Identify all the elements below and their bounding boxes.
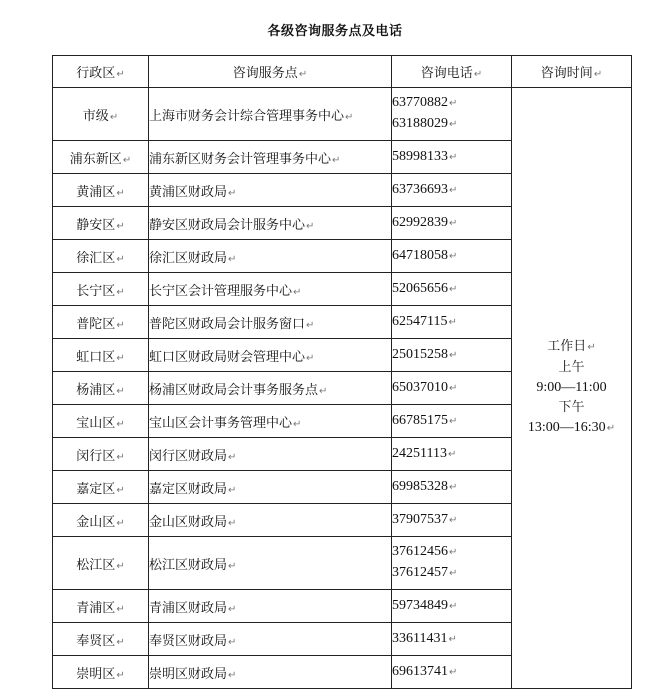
service-point-name: 浦东新区财务会计管理事务中心: [149, 151, 332, 167]
district-name: 黄浦区: [76, 184, 116, 200]
district-cell: 奉贤区↵: [53, 623, 149, 656]
phone-number: 63736693↵: [392, 181, 458, 197]
service-point-cell: 杨浦区财政局会计事务服务点↵: [149, 372, 392, 405]
phone-number: 58998133↵: [392, 148, 458, 164]
document-title: 各级咨询服务点及电话: [267, 24, 403, 39]
phone-number: 65037010↵: [392, 379, 458, 395]
district-name: 金山区: [76, 514, 116, 530]
district-cell: 宝山区↵: [53, 405, 149, 438]
phone-cell: [392, 240, 512, 273]
district-cell: 崇明区↵: [53, 656, 149, 689]
service-point-cell: 闵行区财政局↵: [149, 438, 392, 471]
phone-number: 24251113↵: [392, 445, 457, 461]
service-point-name: 金山区财政局: [149, 514, 228, 530]
district-name: 市级: [82, 108, 109, 124]
phone-cell: [392, 174, 512, 207]
header-service-point: 咨询服务点↵: [149, 56, 392, 88]
service-point-name: 松江区财政局: [149, 557, 228, 573]
district-name: 闵行区: [76, 448, 116, 464]
phone-number: 64718058↵: [392, 247, 458, 263]
header-phone: 咨询电话↵: [392, 56, 512, 88]
phone-cell: [392, 438, 512, 471]
phone-cell: [392, 405, 512, 438]
phone-cell: [392, 504, 512, 537]
phone-number: 66785175↵: [392, 412, 458, 428]
district-name: 宝山区: [76, 415, 116, 431]
service-point-cell: 奉贤区财政局↵: [149, 623, 392, 656]
hours-workday: 工作日: [547, 339, 587, 354]
service-point-name: 静安区财政局会计服务中心: [149, 217, 306, 233]
phone-cell: [392, 306, 512, 339]
district-cell: 杨浦区↵: [53, 372, 149, 405]
district-name: 杨浦区: [76, 382, 116, 398]
service-point-name: 黄浦区财政局: [149, 184, 228, 200]
district-name: 浦东新区: [69, 151, 122, 167]
service-point-name: 奉贤区财政局: [149, 633, 228, 649]
service-point-cell: 金山区财政局↵: [149, 504, 392, 537]
service-point-name: 嘉定区财政局: [149, 481, 228, 497]
district-name: 松江区: [76, 557, 116, 573]
district-cell: 长宁区↵: [53, 273, 149, 306]
phone-cell: [392, 339, 512, 372]
district-name: 虹口区: [76, 349, 116, 365]
district-cell: 金山区↵: [53, 504, 149, 537]
district-cell: 普陀区↵: [53, 306, 149, 339]
district-name: 普陀区: [76, 316, 116, 332]
district-cell: 嘉定区↵: [53, 471, 149, 504]
service-points-table: [52, 55, 632, 689]
phone-number: 37907537↵: [392, 511, 458, 527]
phone-number: 37612457↵: [392, 565, 458, 580]
service-point-cell: 长宁区会计管理服务中心↵: [149, 273, 392, 306]
service-point-name: 徐汇区财政局: [149, 250, 228, 266]
district-name: 青浦区: [76, 600, 116, 616]
district-cell: 浦东新区↵: [53, 141, 149, 174]
hours-afternoon-label: 下午: [558, 400, 585, 415]
district-cell: 市级↵: [53, 88, 149, 141]
phone-number: 52065656↵: [392, 280, 458, 296]
service-point-cell: 徐汇区财政局↵: [149, 240, 392, 273]
table-row: [53, 88, 632, 141]
phone-number: 69985328↵: [392, 478, 458, 494]
service-point-cell: 普陀区财政局会计服务窗口↵: [149, 306, 392, 339]
phone-number: 33611431↵: [392, 630, 457, 646]
table-header-row: [53, 56, 632, 88]
phone-cell: [392, 590, 512, 623]
district-name: 崇明区: [76, 666, 116, 682]
service-point-name: 上海市财务会计综合管理事务中心: [149, 108, 345, 124]
district-cell: 青浦区↵: [53, 590, 149, 623]
phone-cell: [392, 88, 512, 141]
district-cell: 闵行区↵: [53, 438, 149, 471]
service-point-cell: 崇明区财政局↵: [149, 656, 392, 689]
hours-afternoon-time: 13:00—16:30: [527, 420, 606, 435]
service-point-name: 崇明区财政局: [149, 666, 228, 682]
service-point-cell: 虹口区财政局财会管理中心↵: [149, 339, 392, 372]
hours-cell: 工作日↵ 上午 9:00—11:00 下午 13:00—16:30↵: [512, 88, 632, 689]
phone-cell: [392, 207, 512, 240]
phone-cell: [392, 273, 512, 306]
table-body: [53, 88, 632, 689]
service-point-cell: 浦东新区财务会计管理事务中心↵: [149, 141, 392, 174]
district-cell: 虹口区↵: [53, 339, 149, 372]
district-cell: 静安区↵: [53, 207, 149, 240]
service-point-cell: 青浦区财政局↵: [149, 590, 392, 623]
phone-cell: [392, 141, 512, 174]
phone-number: 25015258↵: [392, 346, 458, 362]
phone-cell: [392, 623, 512, 656]
service-point-cell: 黄浦区财政局↵: [149, 174, 392, 207]
district-name: 徐汇区: [76, 250, 116, 266]
phone-number: 62547115↵: [392, 313, 457, 329]
phone-number: 59734849↵: [392, 597, 458, 613]
phone-number: 63770882↵: [392, 95, 458, 110]
service-point-cell: 嘉定区财政局↵: [149, 471, 392, 504]
service-point-name: 宝山区会计事务管理中心: [149, 415, 293, 431]
district-cell: 松江区↵: [53, 537, 149, 590]
phone-number: 69613741↵: [392, 663, 458, 679]
service-point-name: 长宁区会计管理服务中心: [149, 283, 293, 299]
header-hours: 咨询时间↵: [512, 56, 632, 88]
phone-cell: [392, 656, 512, 689]
phone-number: 62992839↵: [392, 214, 458, 230]
phone-number: 37612456↵: [392, 544, 458, 559]
service-point-cell: 松江区财政局↵: [149, 537, 392, 590]
service-point-name: 闵行区财政局: [149, 448, 228, 464]
service-point-cell: 宝山区会计事务管理中心↵: [149, 405, 392, 438]
service-point-name: 普陀区财政局会计服务窗口: [149, 316, 306, 332]
district-name: 奉贤区: [76, 633, 116, 649]
service-point-cell: 静安区财政局会计服务中心↵: [149, 207, 392, 240]
district-name: 静安区: [76, 217, 116, 233]
phone-number: 63188029↵: [392, 116, 458, 131]
district-cell: 徐汇区↵: [53, 240, 149, 273]
phone-cell: [392, 471, 512, 504]
service-point-name: 青浦区财政局: [149, 600, 228, 616]
phone-cell: [392, 537, 512, 590]
hours-morning-label: 上午: [558, 360, 585, 375]
header-district: 行政区↵: [53, 56, 149, 88]
district-name: 嘉定区: [76, 481, 116, 497]
district-cell: 黄浦区↵: [53, 174, 149, 207]
district-name: 长宁区: [76, 283, 116, 299]
hours-morning-time: 9:00—11:00: [536, 380, 607, 395]
phone-cell: [392, 372, 512, 405]
service-point-cell: 上海市财务会计综合管理事务中心↵: [149, 88, 392, 141]
service-point-name: 虹口区财政局财会管理中心: [149, 349, 306, 365]
service-point-name: 杨浦区财政局会计事务服务点: [149, 382, 319, 398]
